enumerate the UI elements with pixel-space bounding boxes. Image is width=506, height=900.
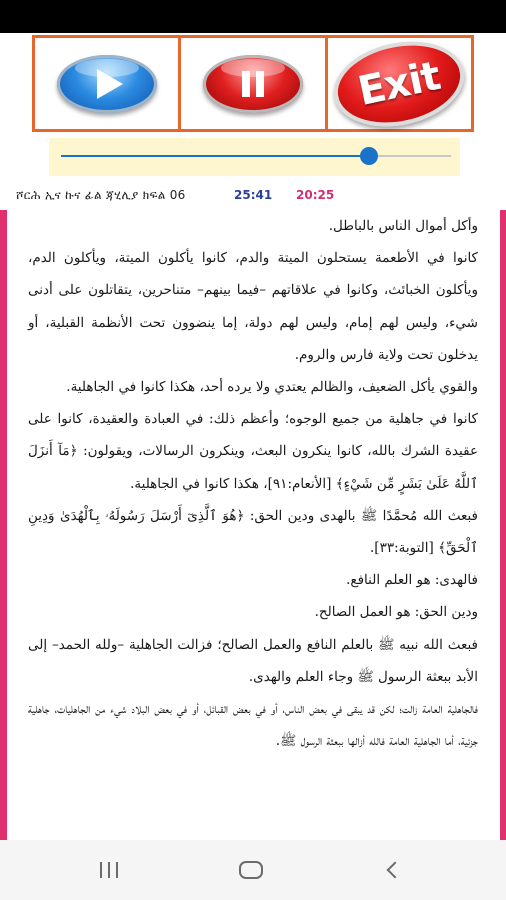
seek-progress <box>61 155 369 157</box>
paragraph: فبعث الله مُحمَّدًا ﷺ بالهدى ودين الحق: ﴿هُوَ ٱلَّذِىٓ أَرْسَلَ رَسُولَهُۥ بِٱلْهُدَىٰ وَدِينِ ٱلْحَقِّ﴾ [التوبة:٣٣]. <box>28 507 478 557</box>
book-page[interactable] <box>0 210 506 840</box>
seek-thumb[interactable] <box>360 147 378 165</box>
exit-icon <box>326 30 472 138</box>
total-time: 20:25 <box>296 188 335 202</box>
navigation-bar <box>0 840 506 900</box>
exit-button[interactable] <box>328 38 471 129</box>
recent-apps-button[interactable] <box>89 854 129 886</box>
page-border <box>0 210 7 840</box>
paragraph: وأكل أموال الناس بالباطل. <box>328 218 478 234</box>
page-border <box>500 210 506 840</box>
paragraph: ودين الحق: هو العمل الصالح. <box>314 604 478 621</box>
paragraph: كانوا في الأطعمة يستحلون الميتة والدم، كانوا يأكلون الميتة، ويأكلون الدم، ويأكلون الخبائث، وكانوا في علاقاتهم –فيما بينهم– متناحرين، يتقاتلون على أدنى شيء، وليس لهم إمام، وليس لهم دولة، إما ينضوون تحت الأنظمة القبلية، أو يدخلون تحت ولاية فارس والروم. <box>28 250 478 363</box>
paragraph: فالجاهلية العامة زالت؛ لكن قد يبقى في بعض الناس، أو في بعض القبائل، أو في بعض البلاد شيء من الجاهليات، جاهلية جزئية، أما الجاهلية العامة فالله أزالها ببعثة الرسول ﷺ. <box>28 701 478 750</box>
seek-bar[interactable] <box>49 138 460 176</box>
recent-apps-icon <box>100 862 118 878</box>
current-time: 25:41 <box>234 188 273 202</box>
paragraph: كانوا في جاهلية من جميع الوجوه؛ وأعظم ذلك: في العبادة والعقيدة، كانوا على عقيدة الشرك بالله، كانوا ينكرون البعث، وينكرون الرسالات، ويقولون: ﴿مَآ أَنزَلَ ٱللَّهُ عَلَىٰ بَشَرٍ مِّن شَيْءٍ﴾ [الأنعام:٩١]، هكذا كانوا في الجاهلية. <box>28 411 478 492</box>
exit-label: Exit <box>354 52 445 115</box>
status-bar <box>0 0 506 33</box>
page-text <box>28 210 478 757</box>
home-button[interactable] <box>231 854 271 886</box>
home-icon <box>239 861 263 879</box>
play-button[interactable] <box>35 38 181 129</box>
seek-track[interactable] <box>61 155 451 157</box>
player-controls <box>32 35 474 132</box>
paragraph: فبعث الله نبيه ﷺ بالعلم النافع والعمل الصالح؛ فزالت الجاهلية –ولله الحمد– إلى الأبد ببعثة الرسول ﷺ وجاء العلم والهدى. <box>28 636 478 685</box>
play-icon <box>57 55 157 113</box>
paragraph: فالهدى: هو العلم النافع. <box>346 572 478 589</box>
track-info <box>0 184 506 208</box>
pause-icon <box>203 55 303 113</box>
pause-button[interactable] <box>181 38 327 129</box>
track-title: ሾርሕ ኢና ኩና ፊል ጃሂሊያ ክፍል 06 <box>16 188 186 202</box>
back-icon <box>387 862 404 879</box>
paragraph: والقوي يأكل الضعيف، والظالم يعتدي ولا يرده أحد، هكذا كانوا في الجاهلية. <box>66 379 478 396</box>
back-button[interactable] <box>372 854 412 886</box>
